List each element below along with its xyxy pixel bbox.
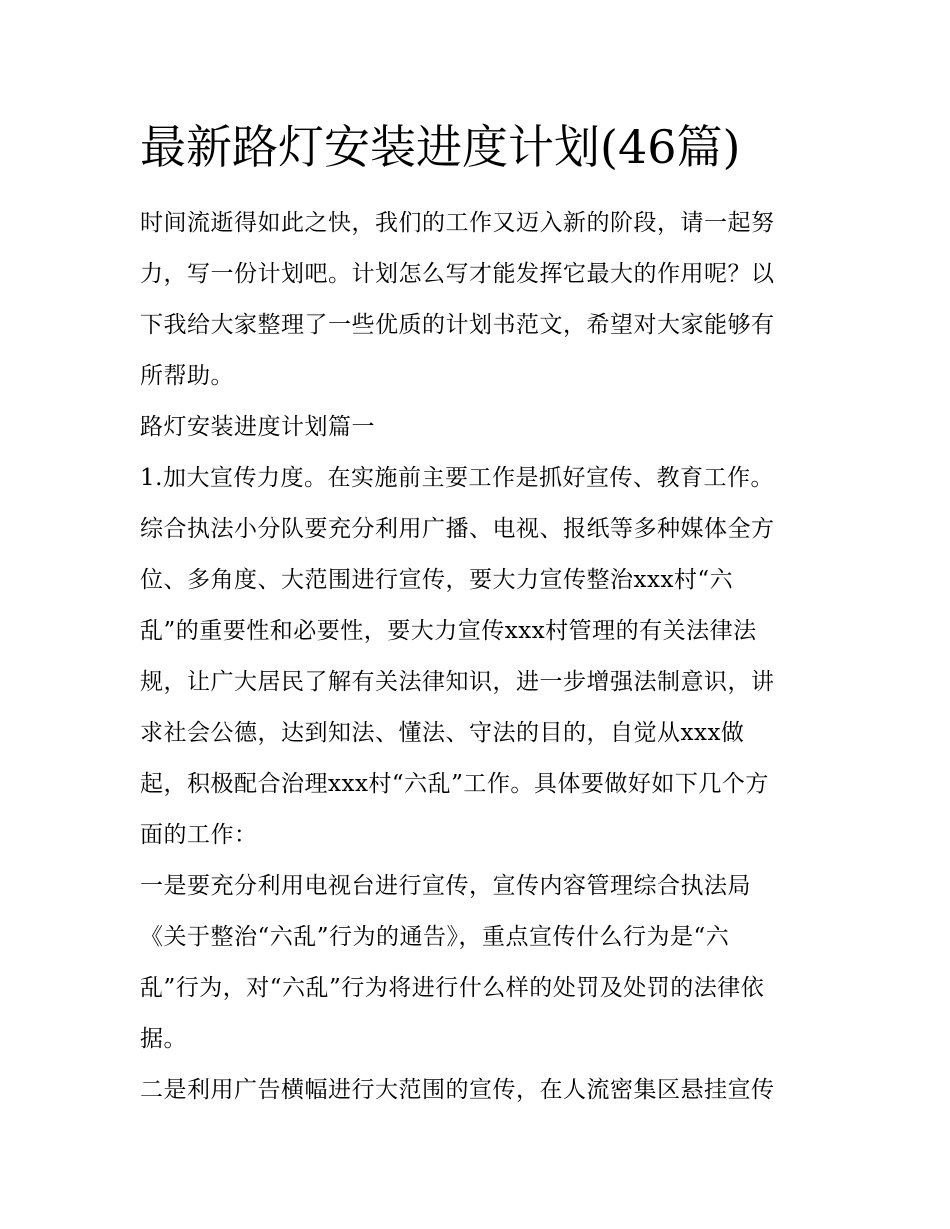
document-title: 最新路灯安装进度计划(46篇) — [140, 120, 741, 174]
body-line: 一是要充分利用电视台进行宣传，宣传内容管理综合执法局 — [140, 873, 751, 899]
body-line: 二是利用广告横幅进行大范围的宣传，在人流密集区悬挂宣传 — [140, 1077, 775, 1103]
body-line: 下我给大家整理了一些优质的计划书范文，希望对大家能够有 — [140, 312, 775, 338]
body-line: 1.加大宣传力度。在实施前主要工作是抓好宣传、教育工作。 — [140, 465, 774, 491]
body-line: 据。 — [140, 1026, 187, 1052]
body-line: 《关于整治“六乱”行为的通告》，重点宣传什么行为是“六 — [140, 924, 730, 950]
body-line: 乱”行为，对“六乱”行为将进行什么样的处罚及处罚的法律依 — [140, 975, 765, 1001]
body-line: 起，积极配合治理xxx村“六乱”工作。具体要做好如下几个方 — [140, 771, 769, 797]
body-line: 乱”的重要性和必要性，要大力宣传xxx村管理的有关法律法 — [140, 618, 757, 644]
body-line: 综合执法小分队要充分利用广播、电视、报纸等多种媒体全方 — [140, 516, 775, 542]
body-line: 面的工作： — [140, 822, 258, 848]
body-line: 时间流逝得如此之快，我们的工作又迈入新的阶段，请一起努 — [140, 210, 775, 236]
body-line: 求社会公德，达到知法、懂法、守法的目的，自觉从xxx做 — [140, 720, 745, 746]
body-line: 所帮助。 — [140, 363, 234, 389]
body-line: 力，写一份计划吧。计划怎么写才能发挥它最大的作用呢？以 — [140, 261, 775, 287]
section-heading: 路灯安装进度计划篇一 — [140, 414, 375, 440]
document-page — [140, 112, 820, 1116]
body-line: 规，让广大居民了解有关法律知识，进一步增强法制意识，讲 — [140, 669, 775, 695]
body-line: 位、多角度、大范围进行宣传，要大力宣传整治xxx村“六 — [140, 567, 734, 593]
